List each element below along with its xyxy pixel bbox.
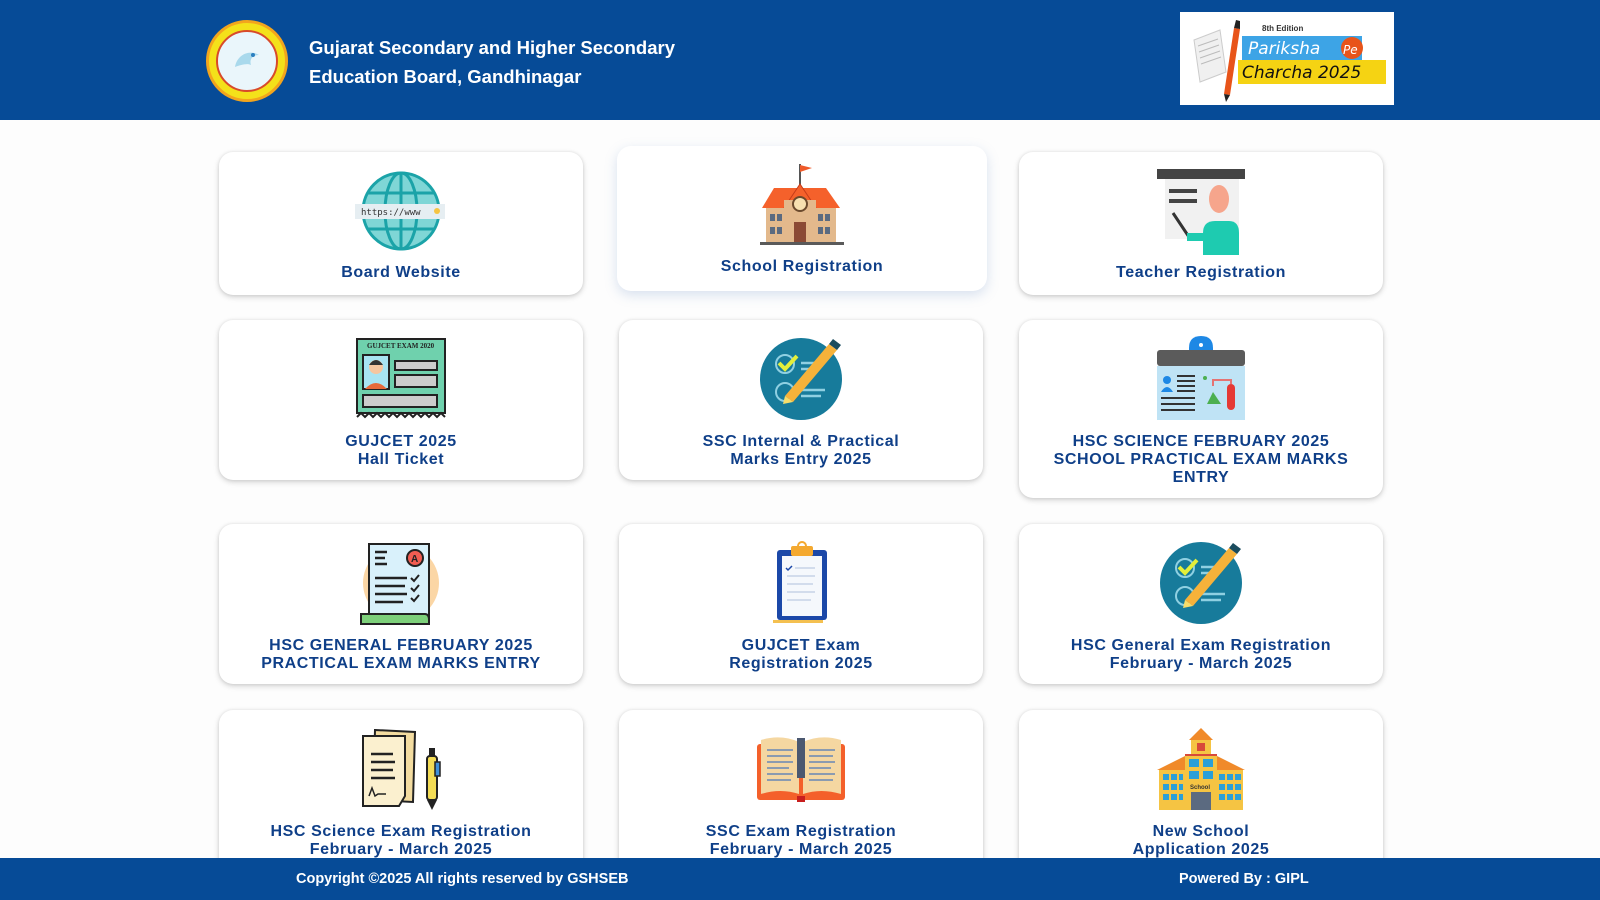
card-label-line: Marks Entry 2025 [730, 451, 872, 468]
card-label [219, 823, 583, 859]
card-hsc-general-exam-registration[interactable] [1019, 524, 1383, 684]
board-title-line1: Gujarat Secondary and Higher Secondary [309, 37, 675, 58]
card-gujcet-exam-registration[interactable] [619, 524, 983, 684]
school-building-icon [754, 160, 850, 250]
logo-emblem-icon [216, 30, 278, 92]
card-label-line: SSC Exam Registration [705, 823, 897, 840]
card-label [1019, 433, 1383, 487]
card-ssc-internal-marks[interactable] [619, 320, 983, 480]
svg-text:A: A [411, 554, 419, 565]
powered-by-text: Powered By : GIPL [1179, 871, 1309, 887]
site-header [0, 0, 1600, 120]
gshseb-logo[interactable] [206, 20, 288, 102]
svg-text:https://www: https://www [361, 208, 421, 218]
card-label-line: PRACTICAL EXAM MARKS ENTRY [261, 655, 541, 672]
checklist-pencil-icon [1153, 538, 1249, 628]
card-label [219, 433, 583, 469]
graded-paper-icon [353, 538, 449, 628]
globe-www-icon [353, 166, 449, 256]
card-label [619, 637, 983, 673]
card-label [619, 433, 983, 469]
school-building-yellow-icon [1153, 724, 1249, 814]
svg-text:Pariksha: Pariksha [1248, 39, 1321, 59]
card-label-line: February - March 2025 [309, 841, 493, 858]
card-label-line: GUJCET 2025 [345, 433, 457, 450]
card-label-line: GUJCET Exam [741, 637, 861, 654]
pen-icon [1224, 20, 1240, 102]
card-label-line: HSC GENERAL FEBRUARY 2025 [269, 637, 533, 654]
card-teacher-registration[interactable] [1019, 152, 1383, 295]
card-label-line: Hall Ticket [357, 451, 445, 468]
svg-text:Charcha 2025: Charcha 2025 [1242, 63, 1362, 83]
card-label [1019, 637, 1383, 673]
open-book-icon [753, 724, 849, 814]
paper-sheets-icon [1194, 30, 1226, 82]
card-label-line: SCHOOL PRACTICAL EXAM MARKS [1053, 451, 1349, 468]
card-label [219, 264, 583, 282]
documents-pen-icon [353, 724, 449, 814]
copyright-text: Copyright ©2025 All rights reserved by GSHSEB [296, 871, 629, 887]
card-label-line: HSC General Exam Registration [1070, 637, 1332, 654]
site-footer [0, 858, 1600, 900]
card-label-line: Registration 2025 [729, 655, 873, 672]
card-gujcet-hall-ticket[interactable] [219, 320, 583, 480]
lab-id-card-icon [1153, 334, 1249, 424]
card-label [1019, 823, 1383, 859]
card-hsc-science-practical-marks[interactable] [1019, 320, 1383, 498]
svg-text:8th Edition: 8th Edition [1262, 24, 1304, 33]
hall-ticket-icon [353, 334, 449, 424]
card-board-website[interactable] [219, 152, 583, 295]
card-school-registration[interactable] [617, 146, 987, 291]
card-label-line: February - March 2025 [1109, 655, 1293, 672]
card-label-line: Board Website [341, 264, 461, 281]
card-label [617, 258, 987, 276]
card-label-line: New School [1152, 823, 1250, 840]
checklist-pencil-icon [753, 334, 849, 424]
card-label-line: SSC Internal & Practical [702, 433, 900, 450]
teacher-board-icon [1153, 166, 1249, 256]
card-label-line: School Registration [720, 258, 884, 275]
card-label-line: Teacher Registration [1116, 264, 1286, 281]
card-hsc-science-exam-registration[interactable] [219, 710, 583, 880]
card-hsc-general-practical-marks[interactable] [219, 524, 583, 684]
card-new-school-application[interactable] [1019, 710, 1383, 880]
card-label-line: HSC Science Exam Registration [270, 823, 532, 840]
card-label [1019, 264, 1383, 282]
card-label [619, 823, 983, 859]
card-label [219, 637, 583, 673]
card-label-line: ENTRY [1172, 469, 1230, 486]
card-label-line: HSC SCIENCE FEBRUARY 2025 [1072, 433, 1330, 450]
svg-text:Pe: Pe [1343, 43, 1358, 57]
board-title-line2: Education Board, Gandhinagar [309, 66, 582, 87]
board-title [309, 33, 675, 91]
clipboard-icon [753, 538, 849, 628]
card-label-line: February - March 2025 [709, 841, 893, 858]
svg-text:GUJCET EXAM 2020: GUJCET EXAM 2020 [367, 342, 435, 350]
svg-text:School: School [1190, 785, 1211, 791]
card-label-line: Application 2025 [1132, 841, 1270, 858]
card-ssc-exam-registration[interactable] [619, 710, 983, 880]
pariksha-pe-charcha-banner[interactable] [1180, 12, 1394, 105]
